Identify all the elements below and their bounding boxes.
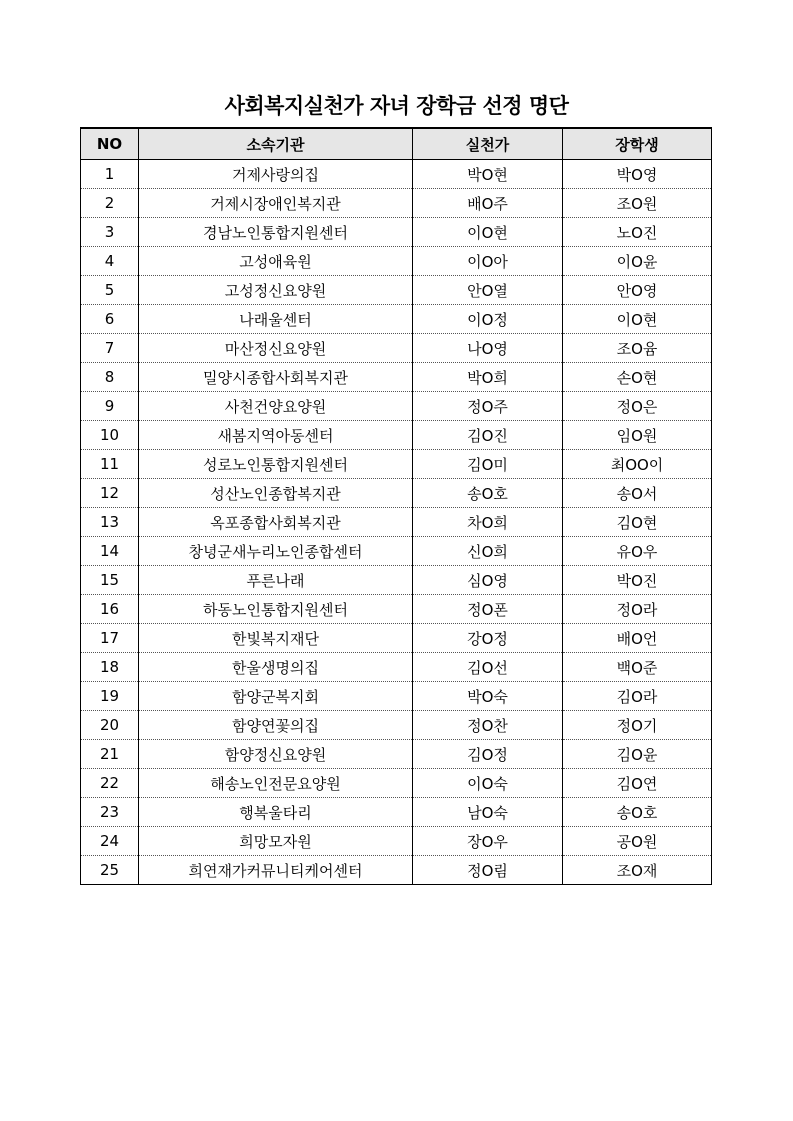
- table-row: [81, 508, 712, 537]
- table-row: [81, 160, 712, 189]
- cell-organization: 푸른나래: [139, 566, 413, 595]
- cell-no: 1: [81, 160, 139, 189]
- table-row: [81, 189, 712, 218]
- cell-organization: 창녕군새누리노인종합센터: [139, 537, 413, 566]
- table-row: [81, 218, 712, 247]
- cell-organization: 함양군복지회: [139, 682, 413, 711]
- cell-scholar: 정O라: [563, 595, 712, 624]
- table-row: [81, 305, 712, 334]
- cell-practitioner: 정O주: [413, 392, 563, 421]
- cell-no: 4: [81, 247, 139, 276]
- cell-scholar: 공O원: [563, 827, 712, 856]
- cell-no: 25: [81, 856, 139, 885]
- cell-practitioner: 장O우: [413, 827, 563, 856]
- cell-practitioner: 김O진: [413, 421, 563, 450]
- table-row: [81, 624, 712, 653]
- table-row: [81, 421, 712, 450]
- cell-no: 5: [81, 276, 139, 305]
- cell-organization: 고성애육원: [139, 247, 413, 276]
- cell-practitioner: 송O호: [413, 479, 563, 508]
- cell-organization: 옥포종합사회복지관: [139, 508, 413, 537]
- cell-organization: 사천건양요양원: [139, 392, 413, 421]
- cell-no: 15: [81, 566, 139, 595]
- cell-scholar: 노O진: [563, 218, 712, 247]
- cell-practitioner: 이O숙: [413, 769, 563, 798]
- cell-organization: 행복울타리: [139, 798, 413, 827]
- cell-no: 16: [81, 595, 139, 624]
- cell-practitioner: 정O찬: [413, 711, 563, 740]
- table-row: [81, 827, 712, 856]
- cell-organization: 거제사랑의집: [139, 160, 413, 189]
- cell-no: 12: [81, 479, 139, 508]
- cell-scholar: 박O진: [563, 566, 712, 595]
- cell-no: 13: [81, 508, 139, 537]
- cell-organization: 함양정신요양원: [139, 740, 413, 769]
- cell-scholar: 송O호: [563, 798, 712, 827]
- cell-no: 21: [81, 740, 139, 769]
- cell-scholar: 조O재: [563, 856, 712, 885]
- cell-organization: 새봄지역아동센터: [139, 421, 413, 450]
- table-row: [81, 566, 712, 595]
- cell-organization: 성산노인종합복지관: [139, 479, 413, 508]
- cell-practitioner: 남O숙: [413, 798, 563, 827]
- cell-scholar: 박O영: [563, 160, 712, 189]
- cell-organization: 해송노인전문요양원: [139, 769, 413, 798]
- cell-practitioner: 신O희: [413, 537, 563, 566]
- cell-no: 23: [81, 798, 139, 827]
- cell-scholar: 안O영: [563, 276, 712, 305]
- cell-organization: 밀양시종합사회복지관: [139, 363, 413, 392]
- cell-practitioner: 나O영: [413, 334, 563, 363]
- table-row: [81, 276, 712, 305]
- cell-no: 20: [81, 711, 139, 740]
- table-row: [81, 711, 712, 740]
- cell-practitioner: 김O선: [413, 653, 563, 682]
- cell-scholar: 손O현: [563, 363, 712, 392]
- table-row: [81, 740, 712, 769]
- cell-scholar: 정O기: [563, 711, 712, 740]
- page-title: 사회복지실천가 자녀 장학금 선정 명단: [224, 94, 569, 118]
- cell-organization: 성로노인통합지원센터: [139, 450, 413, 479]
- cell-no: 22: [81, 769, 139, 798]
- cell-practitioner: 정O폰: [413, 595, 563, 624]
- cell-scholar: 조O원: [563, 189, 712, 218]
- cell-no: 24: [81, 827, 139, 856]
- cell-no: 10: [81, 421, 139, 450]
- cell-scholar: 최OO이: [563, 450, 712, 479]
- table-row: [81, 450, 712, 479]
- table-row: [81, 856, 712, 885]
- cell-organization: 나래울센터: [139, 305, 413, 334]
- cell-no: 9: [81, 392, 139, 421]
- cell-practitioner: 정O림: [413, 856, 563, 885]
- cell-no: 6: [81, 305, 139, 334]
- cell-scholar: 이O윤: [563, 247, 712, 276]
- cell-practitioner: 심O영: [413, 566, 563, 595]
- cell-no: 7: [81, 334, 139, 363]
- cell-practitioner: 이O아: [413, 247, 563, 276]
- cell-no: 17: [81, 624, 139, 653]
- cell-scholar: 김O라: [563, 682, 712, 711]
- table-row: [81, 537, 712, 566]
- cell-scholar: 이O현: [563, 305, 712, 334]
- cell-practitioner: 박O현: [413, 160, 563, 189]
- table-row: [81, 798, 712, 827]
- cell-no: 14: [81, 537, 139, 566]
- scholarship-table: [80, 127, 712, 885]
- cell-scholar: 배O언: [563, 624, 712, 653]
- cell-organization: 하동노인통합지원센터: [139, 595, 413, 624]
- cell-scholar: 임O원: [563, 421, 712, 450]
- cell-practitioner: 이O정: [413, 305, 563, 334]
- cell-scholar: 김O현: [563, 508, 712, 537]
- cell-scholar: 정O은: [563, 392, 712, 421]
- cell-no: 3: [81, 218, 139, 247]
- cell-practitioner: 차O희: [413, 508, 563, 537]
- column-header-practitioner: 실천가: [413, 128, 563, 160]
- cell-practitioner: 김O정: [413, 740, 563, 769]
- table-row: [81, 682, 712, 711]
- table-row: [81, 595, 712, 624]
- table-row: [81, 392, 712, 421]
- cell-practitioner: 이O현: [413, 218, 563, 247]
- cell-organization: 거제시장애인복지관: [139, 189, 413, 218]
- table-row: [81, 247, 712, 276]
- table-header-row: [81, 128, 712, 160]
- cell-practitioner: 김O미: [413, 450, 563, 479]
- cell-practitioner: 배O주: [413, 189, 563, 218]
- cell-organization: 경남노인통합지원센터: [139, 218, 413, 247]
- cell-scholar: 김O연: [563, 769, 712, 798]
- column-header-organization: 소속기관: [139, 128, 413, 160]
- cell-organization: 마산정신요양원: [139, 334, 413, 363]
- table-row: [81, 479, 712, 508]
- cell-scholar: 송O서: [563, 479, 712, 508]
- cell-organization: 희망모자원: [139, 827, 413, 856]
- cell-scholar: 유O우: [563, 537, 712, 566]
- cell-scholar: 김O윤: [563, 740, 712, 769]
- cell-practitioner: 강O정: [413, 624, 563, 653]
- cell-scholar: 조O윰: [563, 334, 712, 363]
- column-header-no: NO: [81, 128, 139, 160]
- cell-practitioner: 박O숙: [413, 682, 563, 711]
- cell-no: 19: [81, 682, 139, 711]
- table-row: [81, 363, 712, 392]
- cell-organization: 희연재가커뮤니티케어센터: [139, 856, 413, 885]
- column-header-scholar: 장학생: [563, 128, 712, 160]
- table-row: [81, 653, 712, 682]
- table-row: [81, 769, 712, 798]
- cell-organization: 함양연꽃의집: [139, 711, 413, 740]
- cell-practitioner: 안O열: [413, 276, 563, 305]
- table-row: [81, 334, 712, 363]
- cell-scholar: 백O준: [563, 653, 712, 682]
- cell-no: 2: [81, 189, 139, 218]
- cell-no: 8: [81, 363, 139, 392]
- cell-organization: 고성정신요양원: [139, 276, 413, 305]
- cell-no: 11: [81, 450, 139, 479]
- cell-practitioner: 박O희: [413, 363, 563, 392]
- cell-organization: 한울생명의집: [139, 653, 413, 682]
- cell-organization: 한빛복지재단: [139, 624, 413, 653]
- cell-no: 18: [81, 653, 139, 682]
